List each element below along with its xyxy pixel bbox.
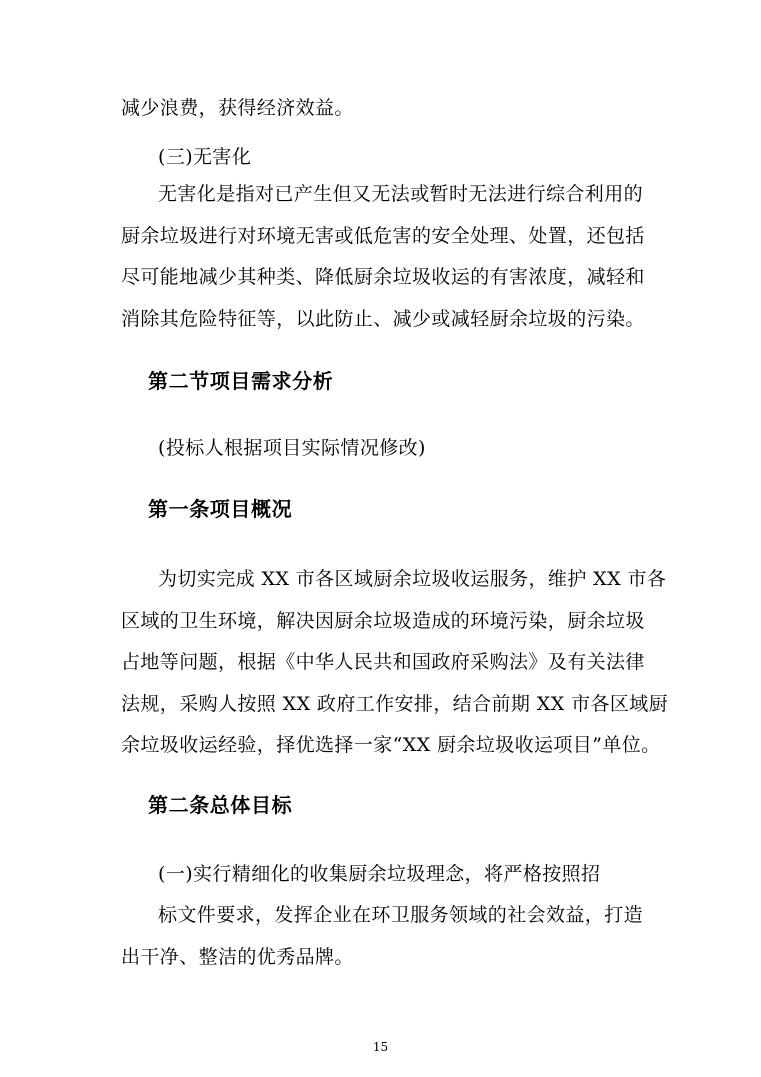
paragraph-line: 尽可能地减少其种类、降低厨余垃圾收运的有害浓度，减轻和 xyxy=(121,266,645,288)
paragraph-line: 出干净、整洁的优秀品牌。 xyxy=(121,946,354,968)
paragraph-line: 标文件要求，发挥企业在环卫服务领域的社会效益，打造 xyxy=(158,904,644,926)
paragraph-line: (一)实行精细化的收集厨余垃圾理念，将严格按照招 xyxy=(158,863,601,885)
paragraph-line: 厨余垃圾进行对环境无害或低危害的安全处理、处置，还包括 xyxy=(121,225,645,247)
paragraph-line: 占地等问题，根据《中华人民共和国政府采购法》及有关法律 xyxy=(121,651,645,673)
paragraph-line: 区域的卫生环境，解决因厨余垃圾造成的环境污染，厨余垃圾 xyxy=(121,610,645,632)
page-number: 15 xyxy=(372,1040,389,1054)
paragraph-line: 消除其危险特征等，以此防止、减少或减轻厨余垃圾的污染。 xyxy=(121,308,645,330)
paragraph-line: 余垃圾收运经验，择优选择一家“XX 厨余垃圾收运项目”单位。 xyxy=(121,734,661,756)
article-heading: 第一条项目概况 xyxy=(148,497,293,521)
section-heading: 第二节项目需求分析 xyxy=(148,369,334,393)
bidder-note: (投标人根据项目实际情况修改) xyxy=(158,437,426,459)
paragraph-line: 为切实完成 XX 市各区域厨余垃圾收运服务，维护 XX 市各 xyxy=(158,568,667,590)
paragraph-line: 无害化是指对已产生但又无法或暂时无法进行综合利用的 xyxy=(158,183,644,205)
paragraph-line: 法规，采购人按照 XX 政府工作安排，结合前期 XX 市各区域厨 xyxy=(121,693,669,715)
paragraph-line: 减少浪费，获得经济效益。 xyxy=(121,97,354,119)
subsection-title: (三)无害化 xyxy=(158,146,252,168)
article-heading: 第二条总体目标 xyxy=(148,793,293,817)
